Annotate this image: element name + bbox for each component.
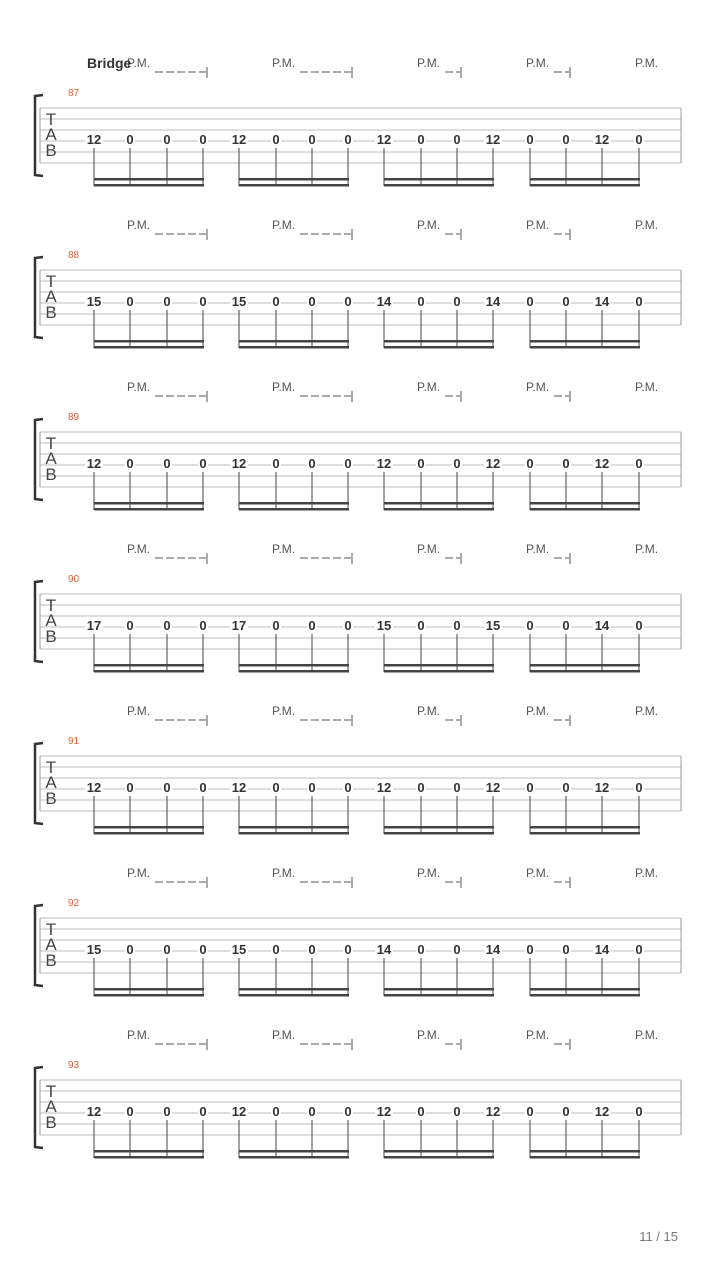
- beam-primary: [530, 988, 640, 991]
- fret-number: 0: [562, 780, 570, 795]
- tab-clef-letter: A: [45, 611, 57, 630]
- palm-mute-label: P.M.: [417, 1028, 441, 1042]
- fret-number: 0: [562, 942, 570, 957]
- fret-number: 0: [272, 456, 280, 471]
- fret-number: 0: [453, 780, 461, 795]
- fret-number: 0: [526, 618, 534, 633]
- fret-number: 0: [526, 1104, 534, 1119]
- palm-mute-label: P.M.: [417, 218, 441, 232]
- palm-mute-label: P.M.: [272, 542, 296, 556]
- fret-number: 0: [453, 456, 461, 471]
- fret-number: 0: [417, 1104, 425, 1119]
- palm-mute-label: P.M.: [127, 704, 151, 718]
- beam-primary: [384, 664, 494, 667]
- beam-primary: [530, 1150, 640, 1153]
- fret-number: 14: [485, 942, 501, 957]
- beam-secondary: [239, 346, 349, 349]
- tab-system: [35, 866, 681, 997]
- tab-clef-letter: T: [45, 920, 57, 939]
- palm-mute-label: P.M.: [127, 380, 151, 394]
- beam-primary: [239, 988, 349, 991]
- fret-number: 0: [562, 456, 570, 471]
- palm-mute-label: P.M.: [272, 866, 296, 880]
- palm-mute-label: P.M.: [127, 542, 151, 556]
- fret-number: 12: [485, 132, 501, 147]
- tab-clef-letter: A: [45, 935, 57, 954]
- palm-mute-label: P.M.: [526, 1028, 550, 1042]
- beam-secondary: [384, 346, 494, 349]
- fret-number: 0: [126, 1104, 134, 1119]
- fret-number: 0: [344, 618, 352, 633]
- fret-number: 12: [231, 780, 247, 795]
- palm-mute-label: P.M.: [272, 218, 296, 232]
- fret-number: 15: [86, 294, 102, 309]
- fret-number: 0: [199, 132, 207, 147]
- fret-number: 0: [199, 942, 207, 957]
- fret-number: 0: [453, 132, 461, 147]
- tab-system: [35, 1028, 681, 1159]
- fret-number: 15: [231, 942, 247, 957]
- fret-number: 12: [376, 132, 392, 147]
- beam-secondary: [384, 508, 494, 511]
- fret-number: 0: [163, 780, 171, 795]
- fret-number: 12: [86, 132, 102, 147]
- palm-mute-label: P.M.: [635, 380, 659, 394]
- beam-secondary: [530, 508, 640, 511]
- fret-number: 12: [594, 132, 610, 147]
- beam-primary: [94, 1150, 204, 1153]
- fret-number: 14: [594, 942, 610, 957]
- palm-mute-label: P.M.: [272, 704, 296, 718]
- fret-number: 0: [635, 456, 643, 471]
- fret-number: 0: [635, 780, 643, 795]
- fret-number: 0: [272, 294, 280, 309]
- fret-number: 0: [453, 942, 461, 957]
- palm-mute-label: P.M.: [635, 56, 659, 70]
- beam-secondary: [94, 994, 204, 997]
- tab-system: [35, 380, 681, 511]
- beam-primary: [239, 1150, 349, 1153]
- tab-system: [35, 542, 681, 673]
- beam-secondary: [384, 994, 494, 997]
- fret-number: 0: [526, 780, 534, 795]
- fret-number: 0: [126, 132, 134, 147]
- beam-secondary: [94, 1156, 204, 1159]
- measure-number: 87: [68, 88, 80, 99]
- palm-mute-label: P.M.: [417, 380, 441, 394]
- tab-clef-letter: A: [45, 1097, 57, 1116]
- fret-number: 0: [308, 618, 316, 633]
- fret-number: 0: [163, 294, 171, 309]
- beam-secondary: [94, 184, 204, 187]
- tab-clef-letter: B: [45, 789, 57, 808]
- fret-number: 0: [199, 618, 207, 633]
- palm-mute-label: P.M.: [272, 56, 296, 70]
- fret-number: 0: [272, 132, 280, 147]
- beam-secondary: [239, 670, 349, 673]
- fret-number: 15: [485, 618, 501, 633]
- beam-primary: [94, 178, 204, 181]
- palm-mute-label: P.M.: [127, 1028, 151, 1042]
- palm-mute-label: P.M.: [417, 866, 441, 880]
- fret-number: 12: [86, 780, 102, 795]
- fret-number: 14: [594, 294, 610, 309]
- palm-mute-label: P.M.: [127, 56, 151, 70]
- fret-number: 12: [485, 1104, 501, 1119]
- beam-primary: [530, 826, 640, 829]
- palm-mute-label: P.M.: [417, 704, 441, 718]
- palm-mute-label: P.M.: [635, 704, 659, 718]
- fret-number: 0: [308, 456, 316, 471]
- beam-secondary: [530, 832, 640, 835]
- tab-clef-letter: A: [45, 287, 57, 306]
- tab-clef-letter: B: [45, 627, 57, 646]
- fret-number: 15: [86, 942, 102, 957]
- tab-clef-letter: B: [45, 141, 57, 160]
- system-bracket: [35, 419, 43, 500]
- measure-number: 89: [68, 412, 80, 423]
- beam-secondary: [530, 994, 640, 997]
- fret-number: 0: [199, 456, 207, 471]
- fret-number: 0: [526, 294, 534, 309]
- beam-secondary: [239, 184, 349, 187]
- fret-number: 0: [126, 618, 134, 633]
- fret-number: 0: [453, 1104, 461, 1119]
- beam-primary: [239, 826, 349, 829]
- system-bracket: [35, 581, 43, 662]
- fret-number: 0: [635, 294, 643, 309]
- fret-number: 14: [376, 294, 392, 309]
- fret-number: 12: [594, 1104, 610, 1119]
- palm-mute-label: P.M.: [635, 542, 659, 556]
- fret-number: 12: [485, 456, 501, 471]
- beam-secondary: [94, 832, 204, 835]
- fret-number: 0: [635, 132, 643, 147]
- tab-clef-letter: A: [45, 449, 57, 468]
- fret-number: 0: [562, 294, 570, 309]
- fret-number: 17: [86, 618, 102, 633]
- fret-number: 0: [635, 618, 643, 633]
- beam-primary: [94, 340, 204, 343]
- palm-mute-label: P.M.: [272, 380, 296, 394]
- tab-clef-letter: T: [45, 758, 57, 777]
- palm-mute-label: P.M.: [127, 866, 151, 880]
- fret-number: 12: [231, 456, 247, 471]
- fret-number: 0: [272, 1104, 280, 1119]
- fret-number: 0: [562, 618, 570, 633]
- palm-mute-label: P.M.: [526, 542, 550, 556]
- fret-number: 0: [126, 294, 134, 309]
- beam-secondary: [94, 670, 204, 673]
- tab-clef-letter: B: [45, 951, 57, 970]
- beam-secondary: [530, 1156, 640, 1159]
- fret-number: 0: [344, 942, 352, 957]
- fret-number: 0: [344, 780, 352, 795]
- fret-number: 0: [344, 294, 352, 309]
- beam-secondary: [239, 1156, 349, 1159]
- beam-secondary: [239, 994, 349, 997]
- beam-primary: [530, 502, 640, 505]
- fret-number: 0: [453, 618, 461, 633]
- palm-mute-label: P.M.: [417, 56, 441, 70]
- tab-clef-letter: T: [45, 596, 57, 615]
- palm-mute-label: P.M.: [526, 56, 550, 70]
- fret-number: 12: [594, 780, 610, 795]
- fret-number: 0: [417, 456, 425, 471]
- fret-number: 0: [272, 780, 280, 795]
- beam-primary: [530, 178, 640, 181]
- fret-number: 0: [163, 456, 171, 471]
- beam-primary: [239, 502, 349, 505]
- fret-number: 12: [231, 1104, 247, 1119]
- beam-primary: [94, 826, 204, 829]
- palm-mute-label: P.M.: [526, 218, 550, 232]
- measure-number: 91: [68, 736, 80, 747]
- tab-clef-letter: T: [45, 110, 57, 129]
- fret-number: 0: [308, 294, 316, 309]
- tab-clef-letter: T: [45, 1082, 57, 1101]
- fret-number: 14: [376, 942, 392, 957]
- fret-number: 0: [163, 1104, 171, 1119]
- measure-number: 93: [68, 1060, 80, 1071]
- tab-clef-letter: B: [45, 303, 57, 322]
- palm-mute-label: P.M.: [526, 866, 550, 880]
- beam-primary: [239, 664, 349, 667]
- beam-secondary: [94, 346, 204, 349]
- tab-clef-letter: A: [45, 773, 57, 792]
- fret-number: 15: [231, 294, 247, 309]
- fret-number: 12: [86, 456, 102, 471]
- beam-primary: [384, 826, 494, 829]
- system-bracket: [35, 1067, 43, 1148]
- beam-secondary: [384, 184, 494, 187]
- palm-mute-label: P.M.: [635, 866, 659, 880]
- fret-number: 0: [635, 1104, 643, 1119]
- system-bracket: [35, 905, 43, 986]
- fret-number: 0: [272, 942, 280, 957]
- beam-primary: [239, 340, 349, 343]
- fret-number: 12: [231, 132, 247, 147]
- fret-number: 0: [308, 132, 316, 147]
- beam-secondary: [530, 346, 640, 349]
- palm-mute-label: P.M.: [526, 704, 550, 718]
- fret-number: 15: [376, 618, 392, 633]
- fret-number: 0: [417, 618, 425, 633]
- page-number: 11 / 15: [639, 1229, 678, 1244]
- fret-number: 12: [86, 1104, 102, 1119]
- fret-number: 0: [126, 456, 134, 471]
- fret-number: 0: [344, 456, 352, 471]
- fret-number: 0: [526, 942, 534, 957]
- beam-primary: [384, 988, 494, 991]
- fret-number: 0: [126, 942, 134, 957]
- beam-primary: [384, 178, 494, 181]
- beam-primary: [239, 178, 349, 181]
- beam-secondary: [384, 832, 494, 835]
- section-label: Bridge: [87, 55, 132, 71]
- tab-clef-letter: B: [45, 465, 57, 484]
- fret-number: 0: [344, 132, 352, 147]
- tab-clef-letter: B: [45, 1113, 57, 1132]
- tab-clef-letter: T: [45, 272, 57, 291]
- fret-number: 0: [163, 618, 171, 633]
- beam-primary: [94, 664, 204, 667]
- fret-number: 0: [199, 294, 207, 309]
- beam-primary: [384, 340, 494, 343]
- beam-secondary: [530, 184, 640, 187]
- fret-number: 0: [344, 1104, 352, 1119]
- fret-number: 0: [526, 456, 534, 471]
- beam-secondary: [239, 832, 349, 835]
- fret-number: 17: [231, 618, 247, 633]
- tab-system: [35, 704, 681, 835]
- beam-primary: [530, 340, 640, 343]
- fret-number: 14: [485, 294, 501, 309]
- palm-mute-label: P.M.: [635, 1028, 659, 1042]
- fret-number: 0: [308, 780, 316, 795]
- beam-primary: [384, 502, 494, 505]
- fret-number: 0: [562, 132, 570, 147]
- tab-system: [35, 56, 681, 187]
- beam-secondary: [239, 508, 349, 511]
- fret-number: 12: [376, 780, 392, 795]
- measure-number: 92: [68, 898, 80, 909]
- fret-number: 0: [635, 942, 643, 957]
- beam-primary: [94, 502, 204, 505]
- measure-number: 90: [68, 574, 80, 585]
- beam-primary: [94, 988, 204, 991]
- fret-number: 14: [594, 618, 610, 633]
- fret-number: 0: [417, 780, 425, 795]
- palm-mute-label: P.M.: [127, 218, 151, 232]
- fret-number: 0: [272, 618, 280, 633]
- fret-number: 0: [526, 132, 534, 147]
- fret-number: 0: [417, 132, 425, 147]
- tab-system: [35, 218, 681, 349]
- fret-number: 0: [126, 780, 134, 795]
- beam-primary: [384, 1150, 494, 1153]
- tab-clef-letter: T: [45, 434, 57, 453]
- fret-number: 0: [163, 132, 171, 147]
- fret-number: 0: [308, 1104, 316, 1119]
- fret-number: 0: [453, 294, 461, 309]
- fret-number: 0: [417, 942, 425, 957]
- fret-number: 12: [485, 780, 501, 795]
- fret-number: 0: [562, 1104, 570, 1119]
- fret-number: 0: [199, 780, 207, 795]
- fret-number: 12: [376, 1104, 392, 1119]
- beam-secondary: [94, 508, 204, 511]
- measure-number: 88: [68, 250, 80, 261]
- beam-primary: [530, 664, 640, 667]
- fret-number: 0: [308, 942, 316, 957]
- system-bracket: [35, 743, 43, 824]
- palm-mute-label: P.M.: [635, 218, 659, 232]
- fret-number: 12: [376, 456, 392, 471]
- palm-mute-label: P.M.: [272, 1028, 296, 1042]
- fret-number: 0: [199, 1104, 207, 1119]
- fret-number: 0: [163, 942, 171, 957]
- palm-mute-label: P.M.: [526, 380, 550, 394]
- tab-clef-letter: A: [45, 125, 57, 144]
- fret-number: 12: [594, 456, 610, 471]
- system-bracket: [35, 95, 43, 176]
- system-bracket: [35, 257, 43, 338]
- palm-mute-label: P.M.: [417, 542, 441, 556]
- beam-secondary: [384, 670, 494, 673]
- beam-secondary: [530, 670, 640, 673]
- fret-number: 0: [417, 294, 425, 309]
- beam-secondary: [384, 1156, 494, 1159]
